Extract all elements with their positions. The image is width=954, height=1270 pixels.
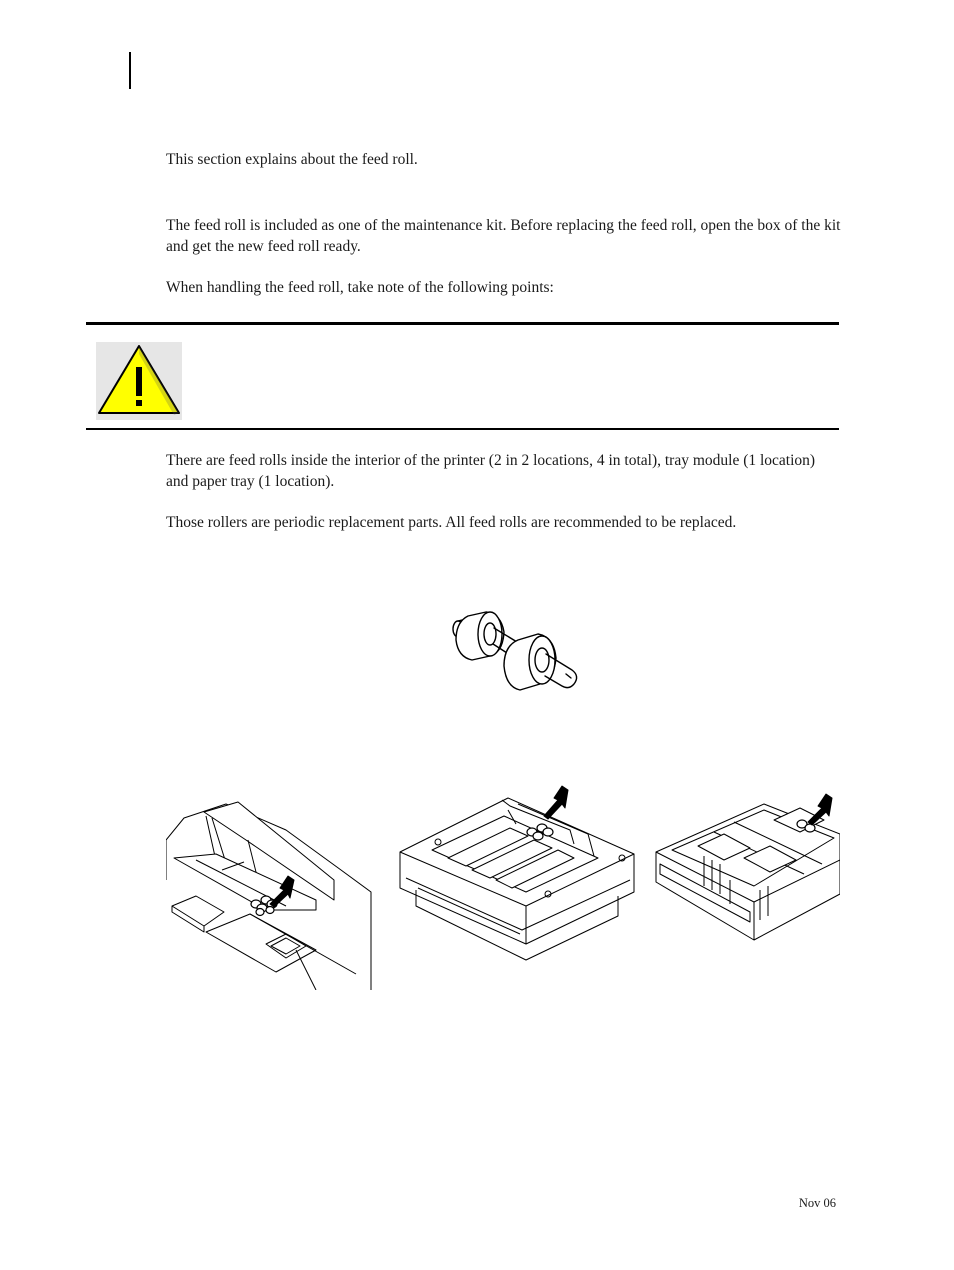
- locations-text: There are feed rolls inside the interior of the printer (2 in 2 locations, 4 in total), tray module (1 location) and paper tray (1 location).: [166, 452, 816, 490]
- warning-top-rule: [86, 322, 839, 325]
- page-margin-marker: [129, 52, 131, 89]
- handling-note-text: When handling the feed roll, take note of the following points:: [166, 279, 554, 296]
- tray-module-illustration: [398, 780, 638, 964]
- printer-interior-illustration: [166, 800, 376, 990]
- intro-text: This section explains about the feed roll.: [166, 151, 418, 168]
- replacement-text: Those rollers are periodic replacement parts. All feed rolls are recommended to be replaced.: [166, 514, 737, 531]
- warning-triangle-icon: [96, 342, 182, 420]
- maintenance-kit-text: The feed roll is included as one of the maintenance kit. Before replacing the feed roll, open the box of the kit and get the new feed roll ready.: [166, 217, 841, 255]
- paper-tray-illustration: [654, 790, 840, 942]
- warning-bottom-rule: [86, 428, 839, 430]
- footer-date: Nov 06: [798, 1196, 836, 1210]
- feed-roll-illustration: [446, 610, 586, 706]
